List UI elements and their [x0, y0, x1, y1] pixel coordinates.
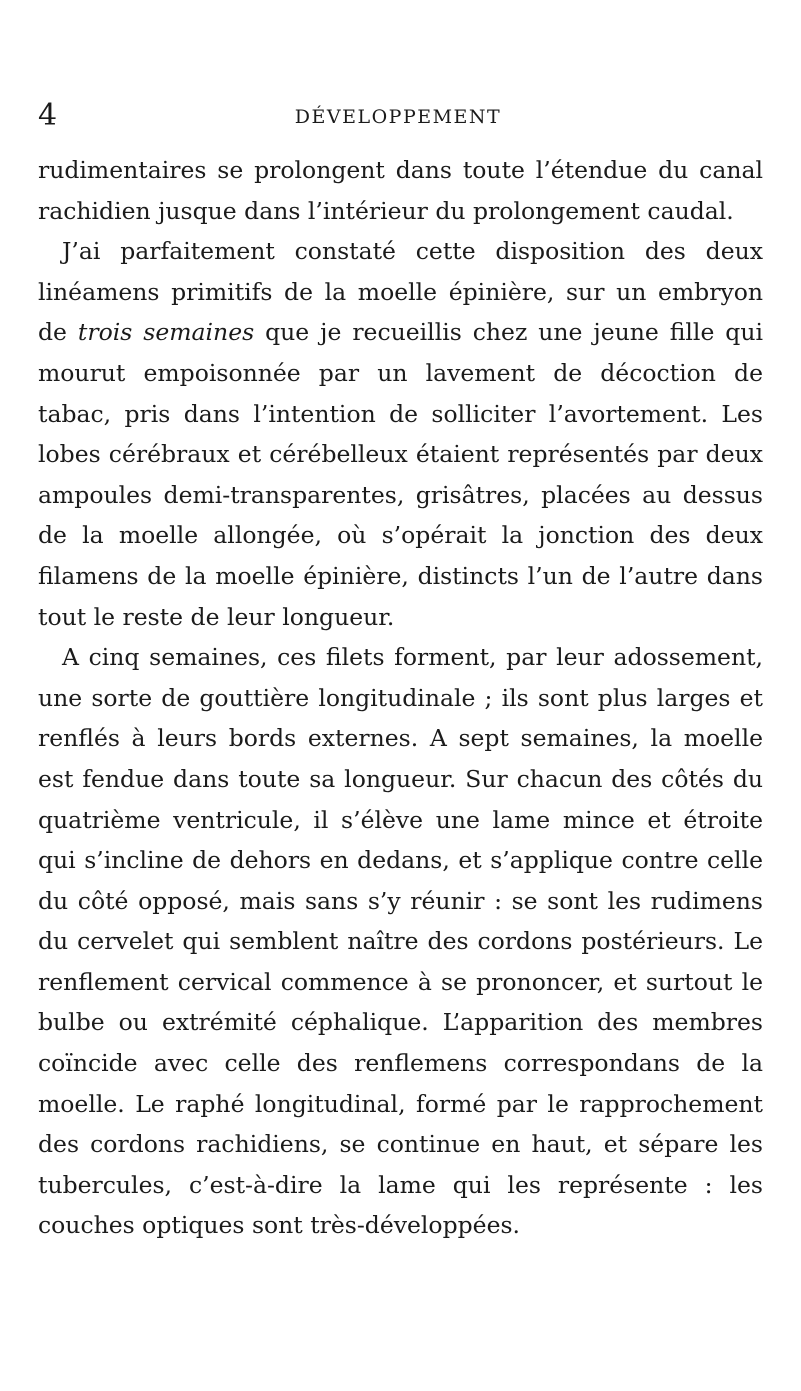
running-title: DÉVELOPPEMENT	[294, 106, 502, 128]
paragraph-text: J’ai parfaitement constaté cette disposition des deux linéamens primitifs de la moelle épinière, sur un embryon de	[38, 237, 763, 347]
emphasis-text: trois semaines	[77, 318, 255, 347]
paragraph-text: que je recueillis chez une jeune fille qui mourut empoisonnée par un lavement de décoction de tabac, pris dans l’intention de solliciter l’avortement. Les lobes cérébraux et cérébelleux étaient représentés par deux ampoules demi-transparentes, grisâtres, placées au dessus de la moelle allongée, où s’opérait la jonction des deux filamens de la moelle épinière, distincts l’un de l’autre dans tout le reste de leur longueur.	[38, 318, 764, 631]
paragraph-five-seven-weeks: A cinq semaines, ces filets forment, par leur adossement, une sorte de gouttière longitudinale ; ils sont plus larges et renflés à leurs bords externes. A sept semaines, la moelle est fendue dans toute sa longueur. Sur chacun des côtés du quatrième ventricule, il s’élève une lame mince et étroite qui s’incline de dehors en dedans, et s’applique contre celle du côté opposé, mais sans s’y réunir : se sont les rudimens du cervelet qui semblent naître des cordons postérieurs. Le renflement cervical commence à se prononcer, et surtout le bulbe ou extrémité céphalique. L’apparition des membres coïncide avec celle des renflemens correspondans de la moelle. Le raphé longitudinal, formé par le rapprochement des cordons rachidiens, se continue en haut, et sépare les tubercules, c’est-à-dire la lame qui les représente : les couches optiques sont très-développées.	[38, 643, 763, 1240]
paragraph-continuation: rudimentaires se prolongent dans toute l’étendue du canal rachidien jusque dans l’intérieur du prolongement caudal.	[38, 156, 763, 225]
page-number: 4	[38, 98, 58, 133]
body-text	[38, 150, 763, 1246]
running-head	[38, 98, 758, 138]
paragraph-embryo-three-weeks	[38, 231, 763, 637]
